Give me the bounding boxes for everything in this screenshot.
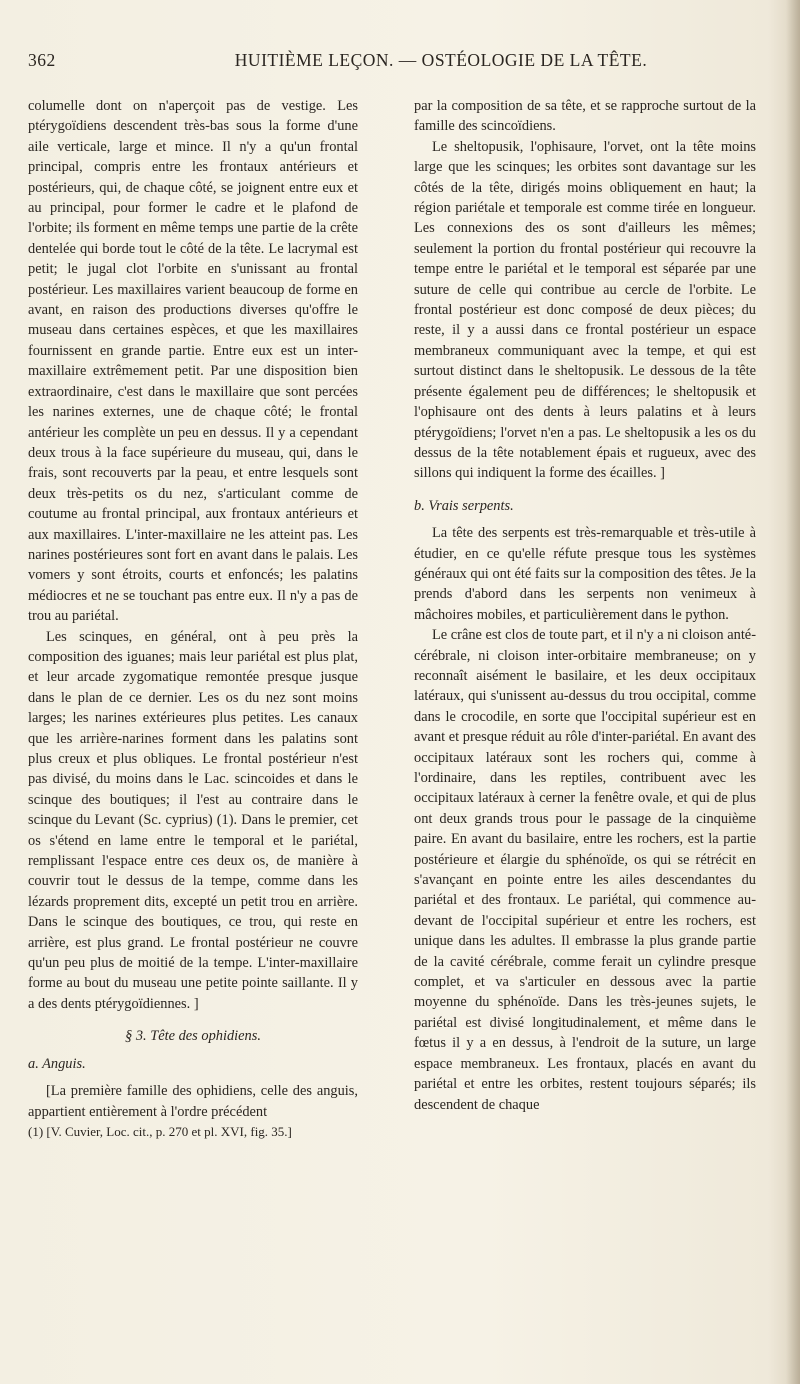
paragraph: columelle dont on n'aperçoit pas de vestige. Les ptérygoïdiens descendent très-bas sous la forme d'une aile verticale, large et mince. Il n'y a qu'un frontal principal, compris entre les frontaux antérieurs et postérieurs, qui, de chaque côté, se joignent entre eux et au principal, pour former le cadre et le plafond de l'orbite; ils forment en même temps une partie de la crête dentelée qui borde tout le côté de la tête. Le lacrymal est petit; le jugal clot l'orbite en s'unissant au frontal postérieur. Les maxillaires varient beaucoup de forme en avant, en raison des productions diverses qu'offre le museau dans certaines espèces, et que les maxillaires fournissent en grande partie. Entre eux est un inter-maxillaire extrêmement petit. Par une disposition bien extraordinaire, c'est dans le maxillaire que sont percées les narines externes, une de chaque côté; le frontal antérieur les complète un peu en dessus. Il y a cependant deux trous à la face supérieure du museau, qui, dans le frais, sont recouverts par la peau, et entre lesquels sont deux très-petits os du nez, s'articulant comme de coutume au frontal principal, aux frontaux antérieurs et aux maxillaires. L'inter-maxillaire ne les atteint pas. Les narines postérieures sont fort en avant dans le palais. Les vomers y sont étroits, courts et enfoncés; les palatins médiocres et ne se touchant pas entre eux. Il n'y a pas de trou au pariétal. [28, 98, 358, 625]
spacer [414, 484, 756, 496]
paragraph: Le crâne est clos de toute part, et il n'y a ni cloison anté-cérébrale, ni cloison inter-orbitaire membraneuse; on y reconnaît aisément le basilaire, et les deux occipitaux latéraux, qui s'unissent au-dessus du trou occipital, comme dans le crocodile, en sorte que l'occipital supérieur est en avant et presque réduit au rôle d'inter-pariétal. En avant des occipitaux latéraux sont les rochers qui, comme à l'ordinaire, dans les reptiles, contribuent avec les occipitaux latéraux à cerner la fenêtre ovale, et qui de plus ont deux grands trous pour le passage de la cinquième paire. En avant du basilaire, entre les rochers, est la partie postérieure et élargie du sphénoïde, os qui se rétrécit en s'avançant en pointe entre les ailes descendantes du pariétal et des frontaux. Le pariétal, qui commence au-devant de l'occipital supérieur et entre les rochers, est unique dans les adultes. Il embrasse la plus grande partie de la cavité cérébrale, comme ferait un cylindre presque complet, et va s'articuler en dessous avec la partie moyenne du sphénoïde. Dans les très-jeunes sujets, le pariétal est divisé longitudinalement, et même dans le fœtus il y a en dessus, à l'endroit de la suture, un large espace membraneux. Les frontaux, placés en avant du pariétal et entre les orbites, restent toujours séparés; ils descendent de chaque [414, 627, 756, 1113]
paragraph: par la composition de sa tête, et se rapproche surtout de la famille des scincoïdiens. [414, 98, 756, 135]
page-edge-shadow [786, 0, 800, 1384]
paragraph: [La première famille des ophidiens, celle des anguis, appartient entièrement à l'ordre précédent [28, 1083, 358, 1120]
paragraph: Le sheltopusik, l'ophisaure, l'orvet, ont la tête moins large que les scinques; les orbites sont davantage sur les côtés de la tête, dirigés moins obliquement en haut; la région pariétale et temporale est comme tirée en longueur. Les connexions des os sont d'ailleurs les mêmes; seulement la portion du frontal postérieur qui recouvre la tempe entre le pariétal et le temporal est séparée par une suture de celle qui contribue au cercle de l'orbite. Le frontal postérieur est donc composé de deux pièces; du reste, il y a aussi dans ce frontal postérieur un espace membraneux communiquant avec la tempe, et qui est surtout distinct dans le sheltopusik. Le dessous de la tête présente également peu de différences; le sheltopusik et l'ophisaure ont des dents à leurs palatins et à leurs ptérygoïdiens; l'orvet n'en a pas. Le sheltopusik a les os du dessus de la tête notablement épais et rugueux, avec des sillons qui indiquent la forme des écailles. ] [414, 138, 756, 482]
section-heading: § 3. Tête des ophidiens. [125, 1028, 261, 1045]
footnote: (1) [V. Cuvier, Loc. cit., p. 270 et pl. XVI, fig. 35.] [28, 1123, 292, 1139]
paragraph: Les scinques, en général, ont à peu près la composition des iguanes; mais leur pariétal est plus plat, et leur arcade zygomatique remontée presque jusque dans le plan de ce dernier. Les os du nez sont moins larges; les narines extérieures plus petites. Les canaux que les arrière-narines forment dans les palatins sont plus creux et plus obliques. Le frontal postérieur n'est pas divisé, du moins dans le Lac. scincoides et dans le scinque des boutiques; il l'est au contraire dans le scinque du Levant (Sc. cyprius) (1). Dans le premier, cet os s'étend en lame entre le temporal et le pariétal, remplissant l'espace entre ces deux os, de manière à couvrir tout le dessus de la tempe, comme dans les lézards proprement dits, excepté un petit trou en arrière. Dans le scinque des boutiques, ce trou, qui reste en arrière, est plus grand. Le frontal postérieur ne couvre qu'un peu plus de moitié de la tempe. L'inter-maxillaire forme au bout du museau une petite pointe saillante. Il y a des dents ptérygoïdiennes. ] [28, 628, 358, 1012]
subsection-heading: a. Anguis. [28, 1055, 86, 1072]
spacer [28, 1074, 358, 1081]
right-column [414, 96, 756, 1115]
page-number: 362 [28, 50, 56, 70]
spacer [28, 1047, 358, 1054]
left-column [28, 96, 358, 1142]
page-header [28, 50, 774, 76]
spacer [414, 516, 756, 523]
subsection-heading: b. Vrais serpents. [414, 497, 514, 514]
paragraph: La tête des serpents est très-remarquable et très-utile à étudier, en ce qu'elle réfute presque tous les systèmes généraux qui ont été faits sur la composition des têtes. Je la prends d'abord dans les serpents non venimeux à mâchoires mobiles, et particulièrement dans le python. [414, 525, 756, 623]
spacer [28, 1014, 358, 1026]
running-title: HUITIÈME LEÇON. — OSTÉOLOGIE DE LA TÊTE. [234, 50, 648, 70]
